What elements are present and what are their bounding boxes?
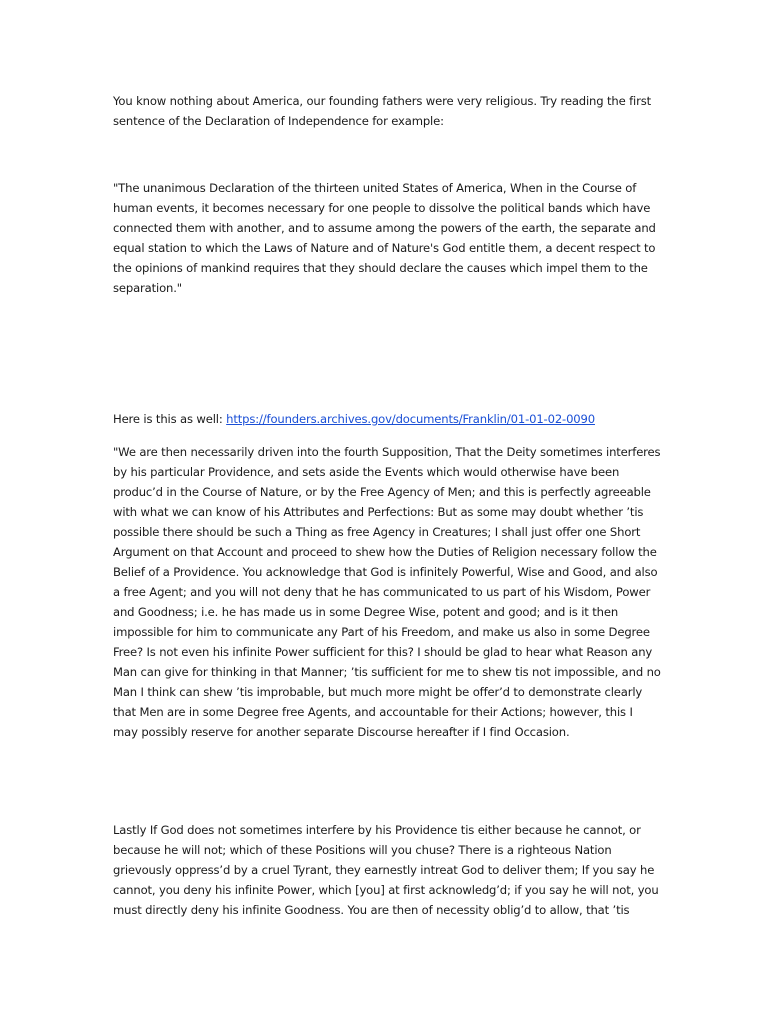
link-paragraph [113, 409, 661, 429]
closing-paragraph: Lastly If God does not sometimes interfere by his Providence tis either because he cannot, or because he will not; which of these Positions will you chuse? There is a righteous Nation grievously oppress’d by a cruel Tyrant, they earnestly intreat God to deliver them; If you say he cannot, you deny his infinite Power, which [you] at first acknowledg’d; if you say he will not, you must directly deny his infinite Goodness. You are then of necessity oblig’d to allow, that ’tis [113, 823, 659, 917]
founders-archives-link[interactable]: https://founders.archives.gov/documents/Franklin/01-01-02-0090 [226, 412, 595, 426]
declaration-quote-paragraph: "The unanimous Declaration of the thirteen united States of America, When in the Course of human events, it becomes necessary for one people to dissolve the political bands which have connected them with another, and to assume among the powers of the earth, the separate and equal station to which the Laws of Nature and of Nature's God entitle them, a decent respect to the opinions of mankind requires that they should declare the causes which impel them to the separation." [113, 181, 656, 295]
franklin-quote-paragraph: "We are then necessarily driven into the fourth Supposition, That the Deity sometimes interferes by his particular Providence, and sets aside the Events which would otherwise have been produc’d in the Course of Nature, or by the Free Agency of Men; and this is perfectly agreeable with what we can know of his Attributes and Perfections: But as some may doubt whether ’tis possible there should be such a Thing as free Agency in Creatures; I shall just offer one Short Argument on that Account and proceed to shew how the Duties of Religion necessary follow the Belief of a Providence. You acknowledge that God is infinitely Powerful, Wise and Good, and also a free Agent; and you will not deny that he has communicated to us part of his Wisdom, Power and Goodness; i.e. he has made us in some Degree Wise, potent and good; and is it then impossible for him to communicate any Part of his Freedom, and make us also in some Degree Free? Is not even his infinite Power sufficient for this? I should be glad to hear what Reason any Man can give for thinking in that Manner; ’tis sufficient for me to shew tis not impossible, and no Man I think can shew ’tis improbable, but much more might be offer’d to demonstrate clearly that Men are in some Degree free Agents, and accountable for their Actions; however, this I may possibly reserve for another separate Discourse hereafter if I find Occasion. [113, 445, 661, 739]
intro-paragraph: You know nothing about America, our founding fathers were very religious. Try reading the first sentence of the Declaration of Independence for example: [113, 94, 652, 128]
link-prefix-text: Here is this as well: [113, 412, 227, 426]
